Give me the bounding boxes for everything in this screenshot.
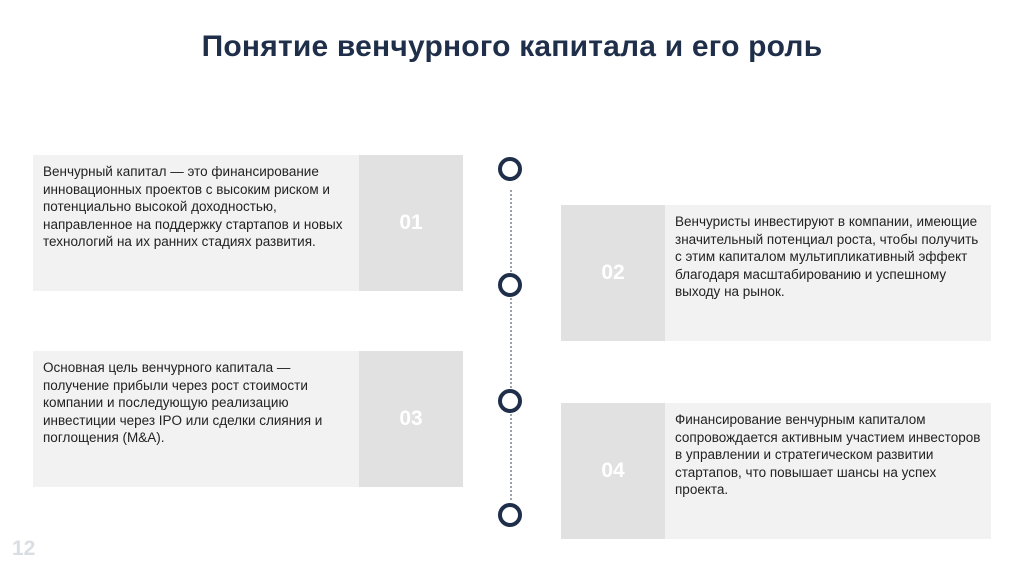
card-03-number: 03: [359, 351, 463, 487]
timeline-node-3: [498, 389, 522, 413]
timeline-node-2: [498, 273, 522, 297]
timeline-node-4: [498, 503, 522, 527]
slide-title: Понятие венчурного капитала и его роль: [201, 30, 823, 63]
timeline-line: [510, 190, 512, 500]
card-04-text: Финансирование венчурным капиталом сопровождается активным участием инвесторов в управлении и стратегическом развитии стартапов, что повышает шансы на успех проекта.: [665, 403, 991, 539]
card-01-text: Венчурный капитал — это финансирование инновационных проектов с высоким риском и потенциально высокой доходностью, направленное на поддержку стартапов и новых технологий на их ранних стадиях развития.: [33, 155, 359, 291]
card-03-text: Основная цель венчурного капитала — получение прибыли через рост стоимости компании и последующую реализацию инвестиции через IPO или сделки слияния и поглощения (M&A).: [33, 351, 359, 487]
timeline-node-1: [498, 157, 522, 181]
card-04-number: 04: [561, 403, 665, 539]
card-02-text: Венчуристы инвестируют в компании, имеющие значительный потенциал роста, чтобы получить с этим капиталом мультипликативный эффект благодаря масштабированию и успешному выходу на рынок.: [665, 205, 991, 341]
card-02-number: 02: [561, 205, 665, 341]
card-01-number: 01: [359, 155, 463, 291]
page-number: 12: [12, 537, 36, 560]
